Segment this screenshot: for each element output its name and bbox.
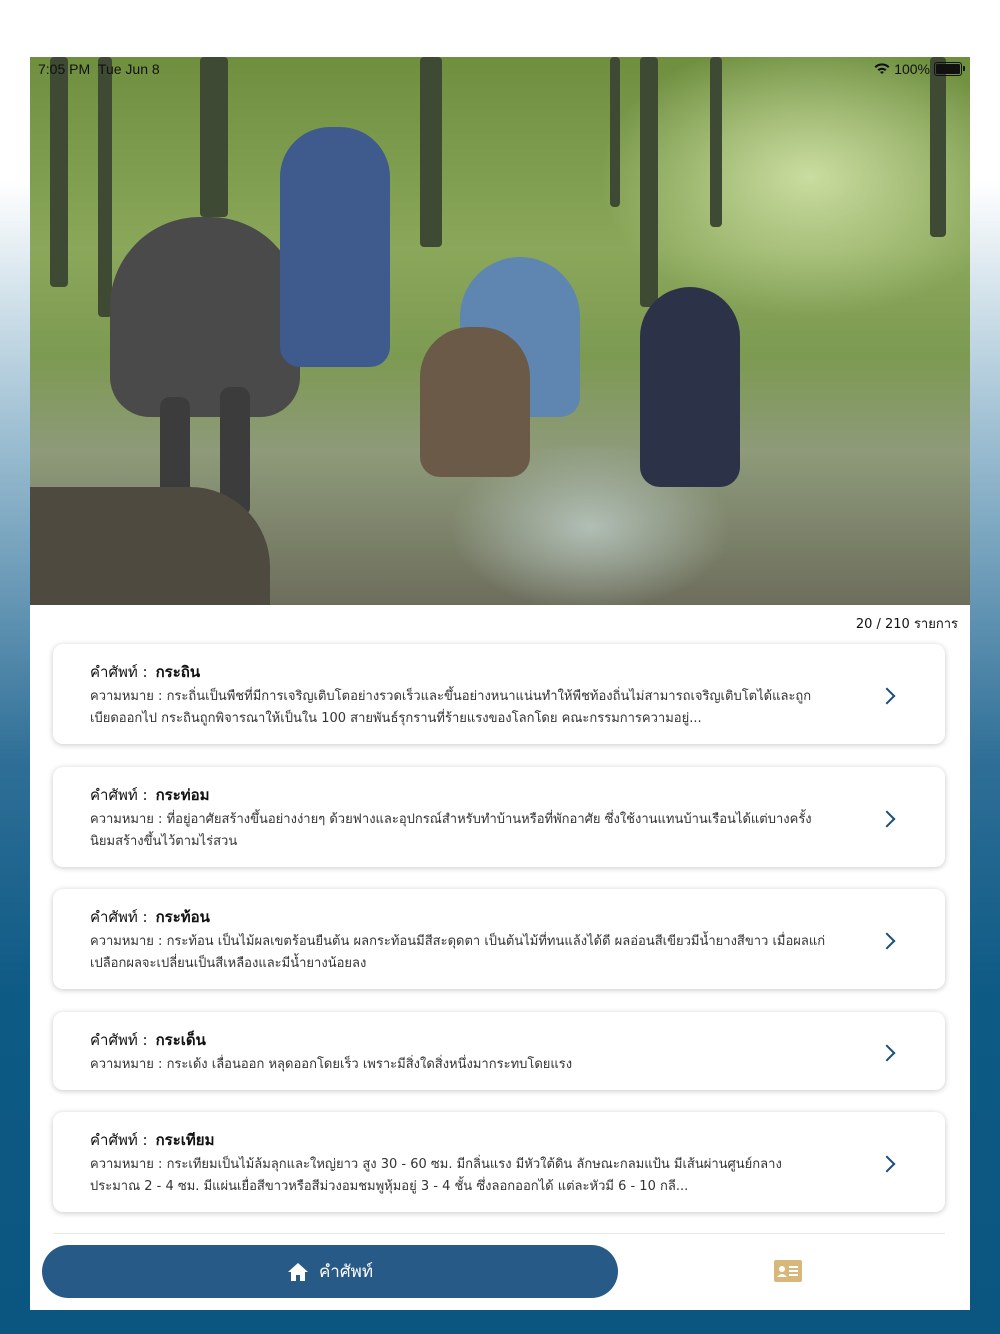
hero-image [30,57,970,605]
term-word: กระเด็น [155,1031,206,1049]
tree [420,57,442,247]
term-row [90,1028,206,1052]
term-row [90,905,210,929]
term-row [90,660,200,684]
term-meaning: ความหมาย : กระถิ่นเป็นพืชที่มีการเจริญเติบโตอย่างรวดเร็วและขึ้นอย่างหนาแน่นทำให้พืชท้องถิ่นไม่สามารถเจริญเติบโตได้และถูกเบียดออกไป กระถินถูกพิจารณาให้เป็นใน 100 สายพันธ์รุกรานที่ร้ายแรงของโลกโดย คณะกรรมการความอยู่... [90,689,812,726]
list-item[interactable] [53,767,945,867]
person [640,287,740,487]
term-meaning: ความหมาย : ที่อยู่อาศัยสร้างขึ้นอย่างง่ายๆ ด้วยฟางและอุปกรณ์สำหรับทำบ้านหรือที่พักอาศัย ซึ่งใช้งานแทนบ้านเรือนได้แต่บางครั้ง นิยมสร้างขึ้นไว้ตามไร่สวน [90,812,812,849]
tree [610,57,620,207]
tree [930,57,946,237]
item-count: 20 / 210 รายการ [855,617,958,632]
battery-percent: 100% [894,61,930,77]
buffalo [110,217,300,417]
list-item[interactable] [53,1112,945,1212]
term-meaning: ความหมาย : กระเด้ง เลื่อนออก หลุดออกโดยเร็ว เพราะมีสิ่งใดสิ่งหนึ่งมากระทบโดยแรง [90,1057,573,1072]
term-row [90,783,210,807]
term-word: กระท้อน [155,908,210,926]
list-item[interactable] [53,644,945,744]
tree [98,57,112,317]
tab-vocabulary[interactable] [42,1245,618,1298]
chevron-right-icon[interactable] [879,811,896,828]
tree [50,57,68,287]
term-word: กระเทียม [155,1131,215,1149]
term-meaning: ความหมาย : กระเทียมเป็นไม้ล้มลุกและใหญ่ยาว สูง 30 - 60 ซม. มีกลิ่นแรง มีหัวใต้ดิน ลักษณะกลมแป้น มีเส้นผ่านศูนย์กลางประมาณ 2 - 4 ซม. มีแผ่นเยื่อสีขาวหรือสีม่วงอมชมพูหุ้มอยู่ 3 - 4 ชั้น ซึ่งลอกออกได้ แต่ละหัวมี 6 - 10 กลี... [90,1157,782,1194]
battery-icon [934,62,962,76]
id-card-icon[interactable] [774,1260,802,1282]
status-time: 7:05 PM Tue Jun 8 [38,61,160,77]
term-label: คำศัพท์ : [90,908,148,926]
list-item[interactable] [53,1012,945,1090]
chevron-right-icon[interactable] [879,688,896,705]
app-screen [30,57,970,1310]
term-row [90,1128,214,1152]
list-item[interactable] [53,889,945,989]
tree [710,57,722,227]
mud [30,487,270,605]
term-label: คำศัพท์ : [90,1131,148,1149]
chevron-right-icon[interactable] [879,933,896,950]
nav-divider [53,1233,945,1234]
term-word: กระท่อม [155,786,210,804]
home-icon [287,1262,309,1282]
term-label: คำศัพท์ : [90,663,148,681]
chevron-right-icon[interactable] [879,1045,896,1062]
wifi-icon [874,63,890,75]
tree [640,57,658,307]
term-label: คำศัพท์ : [90,786,148,804]
term-label: คำศัพท์ : [90,1031,148,1049]
tab-vocabulary-label: คำศัพท์ [318,1262,374,1282]
term-meaning: ความหมาย : กระท้อน เป็นไม้ผลเขตร้อนยืนต้น ผลกระท้อนมีสีสะดุดตา เป็นต้นไม้ที่ทนแล้งได้ดี ผลอ่อนสีเขียวมีน้ำยางสีขาว เมื่อผลแก่เปลือกผลจะเปลี่ยนเป็นสีเหลืองและมีน้ำยางน้อยลง [90,934,826,971]
status-indicators [874,61,962,77]
term-word: กระถิน [155,663,201,681]
chevron-right-icon[interactable] [879,1156,896,1173]
person [420,327,530,477]
person [280,127,390,367]
tree [200,57,228,217]
